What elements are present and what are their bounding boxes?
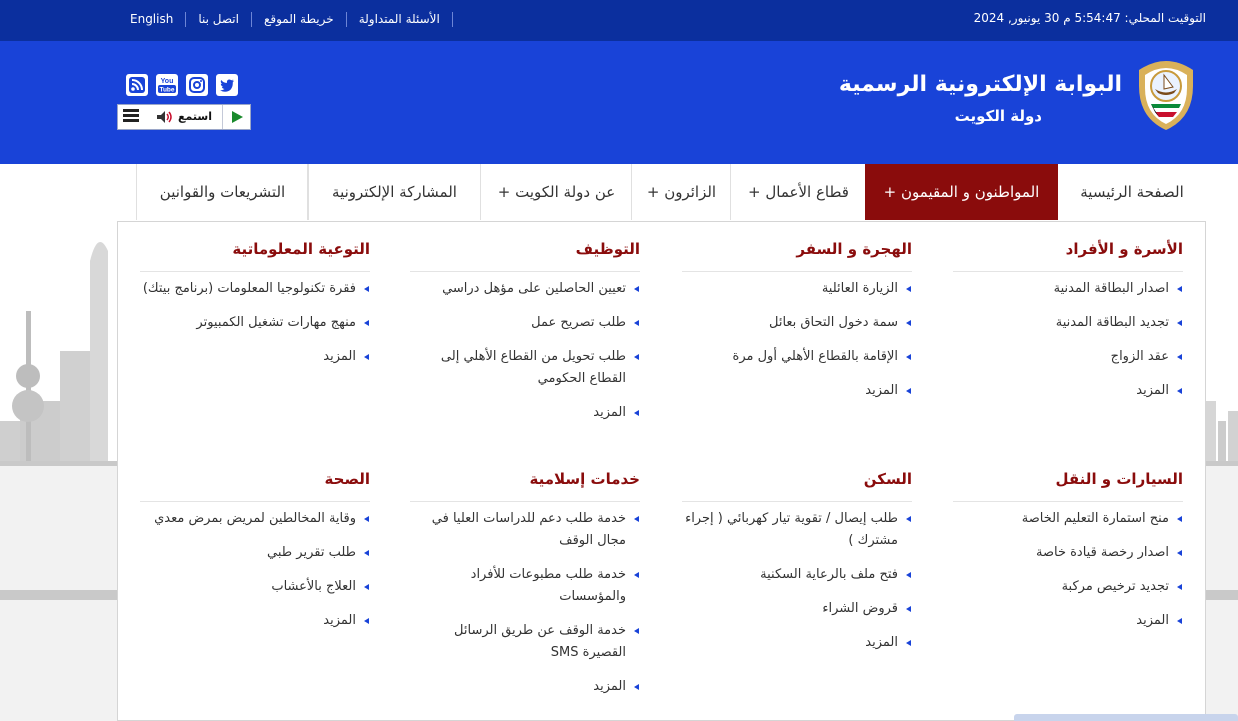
youtube-tube-text: Tube bbox=[159, 86, 175, 94]
menu-link[interactable]: الإقامة بالقطاع الأهلي أول مرة bbox=[682, 346, 912, 368]
kuwait-skyline-illustration bbox=[0, 221, 118, 466]
menu-link[interactable]: طلب تقرير طبي bbox=[140, 542, 370, 564]
top-links bbox=[118, 9, 453, 29]
menu-column-title[interactable]: التوظيف bbox=[410, 237, 640, 272]
menu-column-title[interactable]: خدمات إسلامية bbox=[410, 467, 640, 502]
menu-link[interactable]: منهج مهارات تشغيل الكمبيوتر bbox=[140, 312, 370, 334]
divider bbox=[452, 12, 453, 27]
contact-us-link[interactable]: اتصل بنا bbox=[198, 12, 239, 26]
menu-link[interactable]: تعيين الحاصلين على مؤهل دراسي bbox=[410, 278, 640, 300]
menu-link[interactable]: اصدار رخصة قيادة خاصة bbox=[953, 542, 1183, 564]
english-link[interactable]: English bbox=[130, 12, 174, 26]
more-link[interactable]: المزيد bbox=[953, 610, 1183, 632]
background-right bbox=[1206, 221, 1238, 721]
menu-column-title[interactable]: التوعية المعلوماتية bbox=[140, 237, 370, 272]
more-link[interactable]: المزيد bbox=[953, 380, 1183, 402]
menu-link[interactable]: تجديد ترخيص مركبة bbox=[953, 576, 1183, 598]
menu-column-immigration bbox=[682, 237, 912, 414]
speaker-icon bbox=[156, 110, 174, 124]
menu-link[interactable]: خدمة الوقف عن طريق الرسائل القصيرة SMS bbox=[410, 620, 640, 664]
menu-link[interactable]: سمة دخول التحاق بعائل bbox=[682, 312, 912, 334]
menu-link[interactable]: الزيارة العائلية bbox=[682, 278, 912, 300]
portal-title: البوابة الإلكترونية الرسمية bbox=[838, 72, 1122, 97]
nav-citizens-residents[interactable]: المواطنون و المقيمون + bbox=[865, 164, 1058, 220]
menu-link[interactable]: طلب تصريح عمل bbox=[410, 312, 640, 334]
menu-link[interactable]: طلب تحويل من القطاع الأهلي إلى القطاع الحكومي bbox=[410, 346, 640, 390]
more-link[interactable]: المزيد bbox=[682, 380, 912, 402]
menu-link[interactable]: وقاية المخالطين لمريض بمرض معدي bbox=[140, 508, 370, 530]
menu-column-title[interactable]: الأسرة و الأفراد bbox=[953, 237, 1183, 272]
menu-link[interactable]: فقرة تكنولوجيا المعلومات (برنامج بيتك) bbox=[140, 278, 370, 300]
sitemap-link[interactable]: خريطة الموقع bbox=[263, 12, 334, 26]
nav-about-kuwait[interactable]: عن دولة الكويت + bbox=[480, 164, 632, 220]
menu-column-cars-transport bbox=[953, 467, 1183, 644]
more-link[interactable]: المزيد bbox=[682, 632, 912, 654]
site-header bbox=[0, 41, 1238, 164]
more-link[interactable]: المزيد bbox=[410, 676, 640, 698]
youtube-icon[interactable] bbox=[156, 74, 178, 96]
menu-column-employment bbox=[410, 237, 640, 436]
citizens-mega-menu bbox=[117, 221, 1206, 721]
nav-legislation[interactable]: التشريعات والقوانين bbox=[136, 164, 309, 220]
menu-link[interactable]: خدمة طلب مطبوعات للأفراد والمؤسسات bbox=[410, 564, 640, 608]
rss-icon[interactable] bbox=[126, 74, 148, 96]
listen-player[interactable] bbox=[117, 104, 251, 130]
listen-label: استمع bbox=[178, 110, 212, 123]
menu-link[interactable]: قروض الشراء bbox=[682, 598, 912, 620]
instagram-icon[interactable] bbox=[186, 74, 208, 96]
local-time: التوقيت المحلي: 5:54:47 م 30 يونيور, 2024 bbox=[973, 11, 1206, 25]
more-link[interactable]: المزيد bbox=[140, 610, 370, 632]
more-link[interactable]: المزيد bbox=[140, 346, 370, 368]
menu-column-health bbox=[140, 467, 370, 644]
play-icon[interactable] bbox=[222, 105, 251, 129]
menu-link[interactable]: تجديد البطاقة المدنية bbox=[953, 312, 1183, 334]
more-link[interactable]: المزيد bbox=[410, 402, 640, 424]
menu-link[interactable]: عقد الزواج bbox=[953, 346, 1183, 368]
country-name: دولة الكويت bbox=[954, 107, 1042, 125]
skyline-right-illustration bbox=[1206, 221, 1238, 466]
menu-column-title[interactable]: الهجرة و السفر bbox=[682, 237, 912, 272]
main-nav bbox=[0, 164, 1238, 222]
twitter-icon[interactable] bbox=[216, 74, 238, 96]
top-bar bbox=[0, 0, 1238, 41]
menu-link[interactable]: خدمة طلب دعم للدراسات العليا في مجال الوقف bbox=[410, 508, 640, 552]
nav-e-participation[interactable]: المشاركة الإلكترونية bbox=[307, 164, 481, 220]
menu-column-title[interactable]: الصحة bbox=[140, 467, 370, 502]
menu-column-islamic-services bbox=[410, 467, 640, 710]
menu-link[interactable]: اصدار البطاقة المدنية bbox=[953, 278, 1183, 300]
menu-column-housing bbox=[682, 467, 912, 666]
nav-home[interactable]: الصفحة الرئيسية bbox=[1080, 183, 1184, 201]
background-left bbox=[0, 221, 118, 721]
menu-link[interactable]: فتح ملف بالرعاية السكنية bbox=[682, 564, 912, 586]
menu-column-it-awareness bbox=[140, 237, 370, 380]
nav-visitors[interactable]: الزائرون + bbox=[631, 164, 731, 220]
menu-link[interactable]: العلاج بالأعشاب bbox=[140, 576, 370, 598]
menu-link[interactable]: منح استمارة التعليم الخاصة bbox=[953, 508, 1183, 530]
menu-link[interactable]: طلب إيصال / تقوية تيار كهربائي ( إجراء مشترك ) bbox=[682, 508, 912, 552]
menu-icon[interactable] bbox=[123, 109, 139, 125]
menu-column-title[interactable]: السكن bbox=[682, 467, 912, 502]
faq-link[interactable]: الأسئلة المتداولة bbox=[358, 12, 440, 26]
kuwait-emblem-logo[interactable] bbox=[1133, 56, 1199, 132]
menu-column-title[interactable]: السيارات و النقل bbox=[953, 467, 1183, 502]
menu-column-family bbox=[953, 237, 1183, 414]
youtube-you-text: You bbox=[160, 78, 174, 85]
scrollbar-thumb[interactable] bbox=[1014, 714, 1238, 721]
nav-business[interactable]: قطاع الأعمال + bbox=[730, 164, 866, 220]
